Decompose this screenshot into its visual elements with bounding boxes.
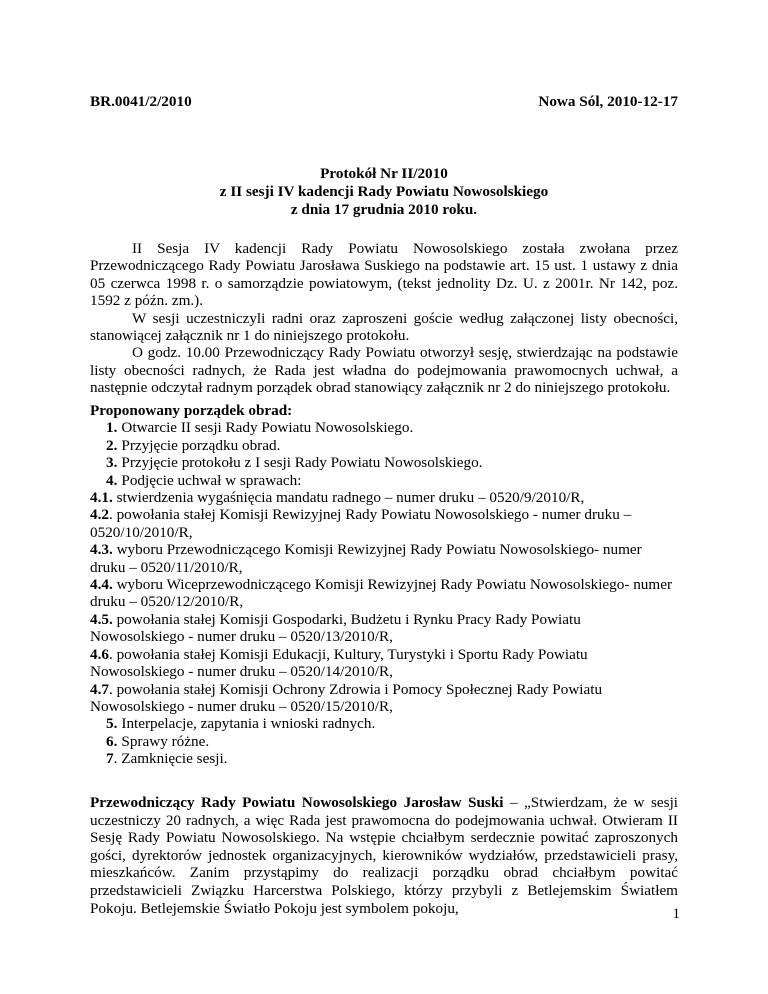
agenda-heading: Proponowany porządek obrad: [90, 402, 293, 419]
document-title [90, 165, 678, 219]
agenda-item: 2. Przyjęcie porządku obrad. [106, 436, 281, 454]
intro-section [90, 240, 678, 397]
agenda-item: 4. Podjęcie uchwał w sprawach: [106, 471, 302, 489]
agenda-subitem: 4.6. powołania stałej Komisji Edukacji, Kultury, Turystyki i Sportu Rady Powiatu Nowosolskiego - numer druku – 0520/14/2010/R, [90, 645, 588, 681]
agenda-subitem: 4.7. powołania stałej Komisji Ochrony Zdrowia i Pomocy Społecznej Rady Powiatu Nowosolskiego - numer druku – 0520/15/2010/R, [90, 680, 603, 715]
statement-paragraph [90, 794, 678, 917]
agenda-item: 1. Otwarcie II sesji Rady Powiatu Nowosolskiego. [106, 419, 414, 437]
chairman-statement [90, 794, 678, 917]
intro-paragraph-1: II Sesja IV kadencji Rady Powiatu Nowosolskiego została zwołana przez Przewodniczącego Rady Powiatu Jarosława Suskiego na podstawie art. 15 ust. 1 ustawy z dnia 05 czerwca 1998 r. o samorządzie powiatowym, (tekst jednolity Dz. U. z 2001r. Nr 142, poz. 1592 z późn. zm.). [90, 240, 678, 310]
document-header [90, 93, 678, 113]
place-and-date: Nowa Sól, 2010-12-17 [538, 93, 678, 110]
document-number: BR.0041/2/2010 [90, 93, 192, 110]
title-line-3: z dnia 17 grudnia 2010 roku. [290, 201, 478, 218]
agenda-subitem: 4.1. stwierdzenia wygaśnięcia mandatu radnego – numer druku – 0520/9/2010/R, [90, 489, 585, 507]
statement-text: – „Stwierdzam, że w sesji uczestniczy 20 radnych, a więc Rada jest prawomocna do podejmowania uchwał. Otwieram II Sesję Rady Powiatu Nowosolskiego. Na wstępie chciałbym serdecznie powitać zaproszonych gości, dyrektorów jednostek organizacyjnych, kierowników wydziałów, przedstawicieli prasy, mieszkańców. Zanim przystąpimy do realizacji porządku obrad chciałbym powitać przedstawicieli Związku Harcerstwa Polskiego, którzy przybyli z Betlejemskim Światłem Pokoju. Betlejemskie Światło Pokoju jest symbolem pokoju, [90, 794, 679, 917]
agenda-subitem: 4.4. wyboru Wiceprzewodniczącego Komisji Rewizyjnej Rady Powiatu Nowosolskiego- numer druku – 0520/12/2010/R, [90, 576, 673, 611]
agenda-item: 7. Zamknięcie sesji. [106, 750, 228, 768]
agenda-list [90, 419, 678, 767]
agenda-subitem: 4.3. wyboru Przewodniczącego Komisji Rewizyjnej Rady Powiatu Nowosolskiego- numer druku – 0520/11/2010/R, [90, 541, 642, 576]
page-number: 1 [672, 906, 680, 922]
title-line-2: z II sesji IV kadencji Rady Powiatu Nowosolskiego [219, 183, 549, 200]
agenda-item: 5. Interpelacje, zapytania i wnioski radnych. [106, 715, 376, 733]
speaker-name: Przewodniczący Rady Powiatu Nowosolskiego Jarosław Suski [90, 794, 504, 811]
intro-paragraph-2: W sesji uczestniczyli radni oraz zaproszeni goście według załączonej listy obecności, stanowiącej załącznik nr 1 do niniejszego protokołu. [90, 309, 678, 345]
title-line-1: Protokół Nr II/2010 [320, 165, 448, 182]
agenda-subitem: 4.2. powołania stałej Komisji Rewizyjnej Rady Powiatu Nowosolskiego - numer druku – 0520/10/2010/R, [90, 506, 632, 541]
intro-paragraph-3: O godz. 10.00 Przewodniczący Rady Powiatu otworzył sesję, stwierdzając na podstawie listy obecności radnych, że Rada jest władna do podejmowania prawomocnych uchwał, a następnie odczytał radnym porządek obrad stanowiący załącznik nr 2 do niniejszego protokołu. [90, 344, 678, 397]
agenda-subitem: 4.5. powołania stałej Komisji Gospodarki, Budżetu i Rynku Pracy Rady Powiatu Nowosolskiego - numer druku – 0520/13/2010/R, [90, 610, 581, 646]
agenda-item: 3. Przyjęcie protokołu z I sesji Rady Powiatu Nowosolskiego. [106, 454, 483, 472]
agenda-section [90, 402, 678, 768]
agenda-item: 6. Sprawy różne. [106, 732, 210, 750]
